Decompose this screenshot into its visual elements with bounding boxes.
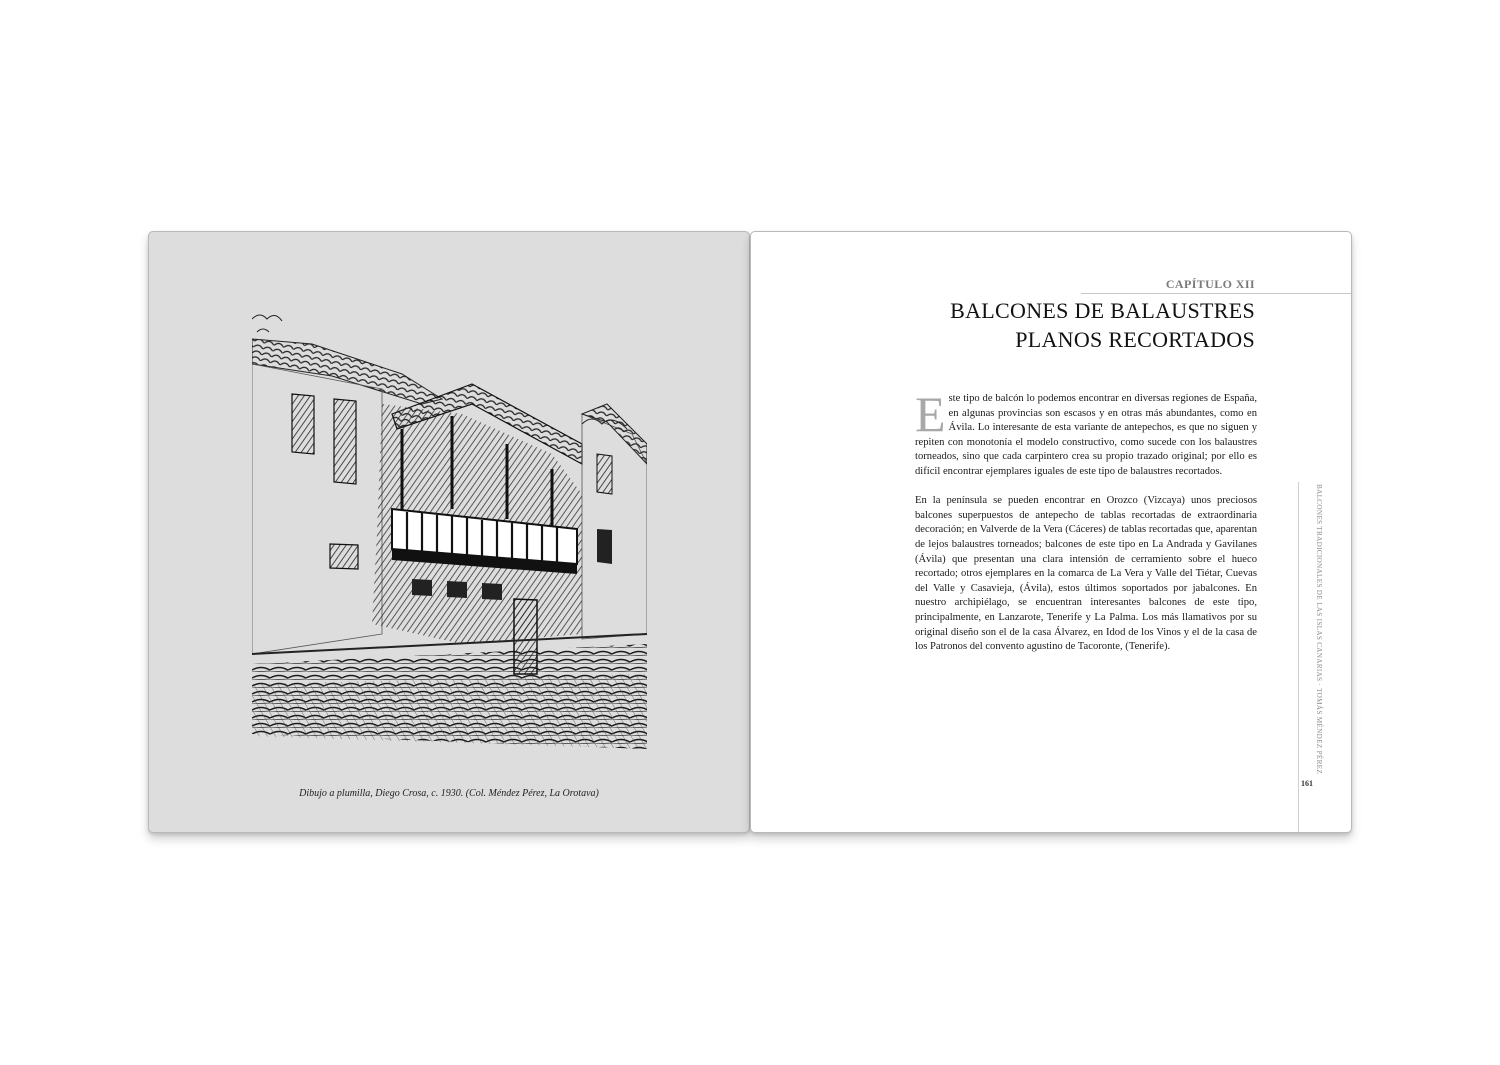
- running-head: BALCONES TRADICIONALES DE LAS ISLAS CANARIAS · TOMÁS MÉNDEZ PÉREZ: [1315, 484, 1323, 775]
- book-spread: [148, 231, 1353, 833]
- chapter-label: CAPÍTULO XII: [1165, 277, 1255, 291]
- paragraph-2: En la península se pueden encontrar en Orozco (Vizcaya) unos preciosos balcones superpuestos de antepecho de tablas recortadas de extraordinaria decoración; en Valverde de la Vera (Cáceres) de tablas recortadas que, aparentan de lejos balaustres torneados; balcones de este tipo en La Andrada y Gavilanes (Ávila) que presentan una clara intensión de cerramiento sobre el hueco recortado; otros ejemplares en la comarca de La Vera y Valle del Tiétar, Cuevas del Valle y Casavieja, (Ávila), estos últimos soportados por jabalcones. En nuestro archipiélago, se encuentran interesantes balcones de este tipo, principalmente, en Lanzarote, Tenerife y La Palma. Los más llamativos por su original diseño son el de la casa Álvarez, en Idod de los Vinos y el de la casa de los Patronos del convento agustino de Tacoronte, (Tenerife).: [915, 495, 1257, 653]
- drop-cap: E: [915, 386, 946, 442]
- chapter-title: [950, 296, 1255, 354]
- figure-caption: Dibujo a plumilla, Diego Crosa, c. 1930. (Col. Méndez Pérez, La Orotava): [299, 788, 599, 799]
- chapter-rule: [1081, 293, 1351, 294]
- left-page: [148, 231, 750, 833]
- chapter-title-line-2: PLANOS RECORTADOS: [1015, 327, 1255, 352]
- margin-rule: [1298, 482, 1299, 832]
- page-number: 161: [1301, 779, 1313, 788]
- chapter-title-line-1: BALCONES DE BALAUSTRES: [950, 298, 1255, 323]
- balcony-pen-drawing: [252, 304, 647, 749]
- body-text: [915, 386, 1257, 669]
- right-page: [750, 231, 1352, 833]
- paragraph-1: [915, 386, 1257, 480]
- paragraph-1-text: ste tipo de balcón lo podemos encontrar en diversas regiones de España, en algunas provincias son escasos y en otras más abundantes, como en Ávila. Lo interesante de esta variante de antepechos, es que no siguen y repiten con monotonía el modelo constructivo, como sucede con los balaustres torneados, sino que cada carpintero crea su propio trazado original; por ello es difícil encontrar ejemplares iguales de este tipo de balaustres recortados.: [915, 393, 1257, 477]
